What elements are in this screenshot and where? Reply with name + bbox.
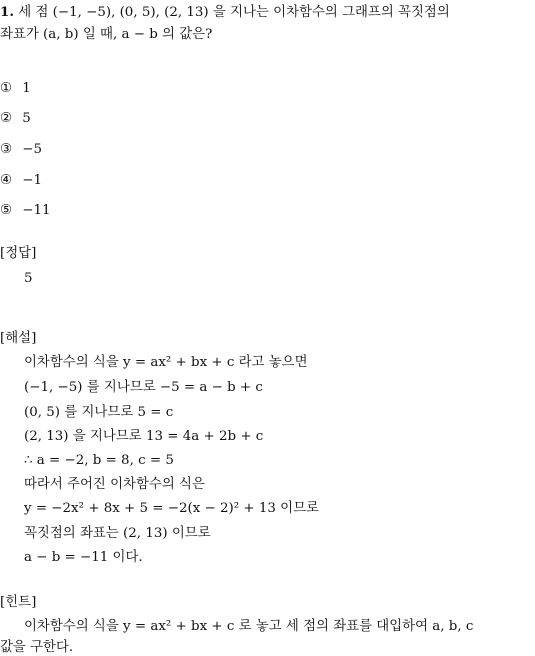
explanation-line-9: a − b = −11 이다. <box>24 550 143 565</box>
choice-3[interactable] <box>0 142 42 158</box>
explanation-line-5: ∴ a = −2, b = 8, c = 5 <box>24 453 174 468</box>
choice-3-value: −5 <box>22 142 43 157</box>
explanation-line-1: 이차함수의 식을 y = ax² + bx + c 라고 놓으면 <box>24 355 308 370</box>
explanation-line-3: (0, 5) 를 지나므로 5 = c <box>24 405 174 420</box>
explanation-line-2: (−1, −5) 를 지나므로 −5 = a − b + c <box>24 380 263 395</box>
question-number: 1. <box>0 4 14 20</box>
choice-5[interactable] <box>0 203 51 219</box>
choice-1[interactable] <box>0 81 31 97</box>
answer-value: 5 <box>24 271 33 286</box>
hint-line-1: 이차함수의 식을 y = ax² + bx + c 로 놓고 세 점의 좌표를 대입하여 a, b, c <box>24 619 474 634</box>
choice-4-mark: ④ <box>0 173 13 188</box>
choice-2-mark: ② <box>0 111 13 126</box>
choice-1-value: 1 <box>22 81 31 96</box>
answer-label: [정답] <box>0 246 37 261</box>
choice-5-mark: ⑤ <box>0 203 13 218</box>
choice-3-mark: ③ <box>0 142 13 157</box>
explanation-line-6: 따라서 주어진 이차함수의 식은 <box>24 477 205 492</box>
choice-4[interactable] <box>0 173 42 189</box>
hint-label: [힌트] <box>0 595 37 610</box>
choice-4-value: −1 <box>22 173 43 188</box>
question-line-2: 좌표가 (a, b) 일 때, a − b 의 값은? <box>0 27 213 42</box>
choice-1-mark: ① <box>0 81 13 96</box>
hint-line-2: 값을 구한다. <box>0 640 74 655</box>
explanation-line-4: (2, 13) 을 지나므로 13 = 4a + 2b + c <box>24 429 264 444</box>
choice-5-value: −11 <box>22 203 51 218</box>
explanation-line-7: y = −2x² + 8x + 5 = −2(x − 2)² + 13 이므로 <box>24 501 319 516</box>
choice-2[interactable] <box>0 111 31 127</box>
choice-2-value: 5 <box>22 111 31 126</box>
explanation-label: [해설] <box>0 331 37 346</box>
question-line-1 <box>0 4 450 21</box>
explanation-line-8: 꼭짓점의 좌표는 (2, 13) 이므로 <box>24 526 211 541</box>
question-text-1: 세 점 (−1, −5), (0, 5), (2, 13) 을 지나는 이차함수의 그래프의 꼭짓점의 <box>18 5 450 20</box>
